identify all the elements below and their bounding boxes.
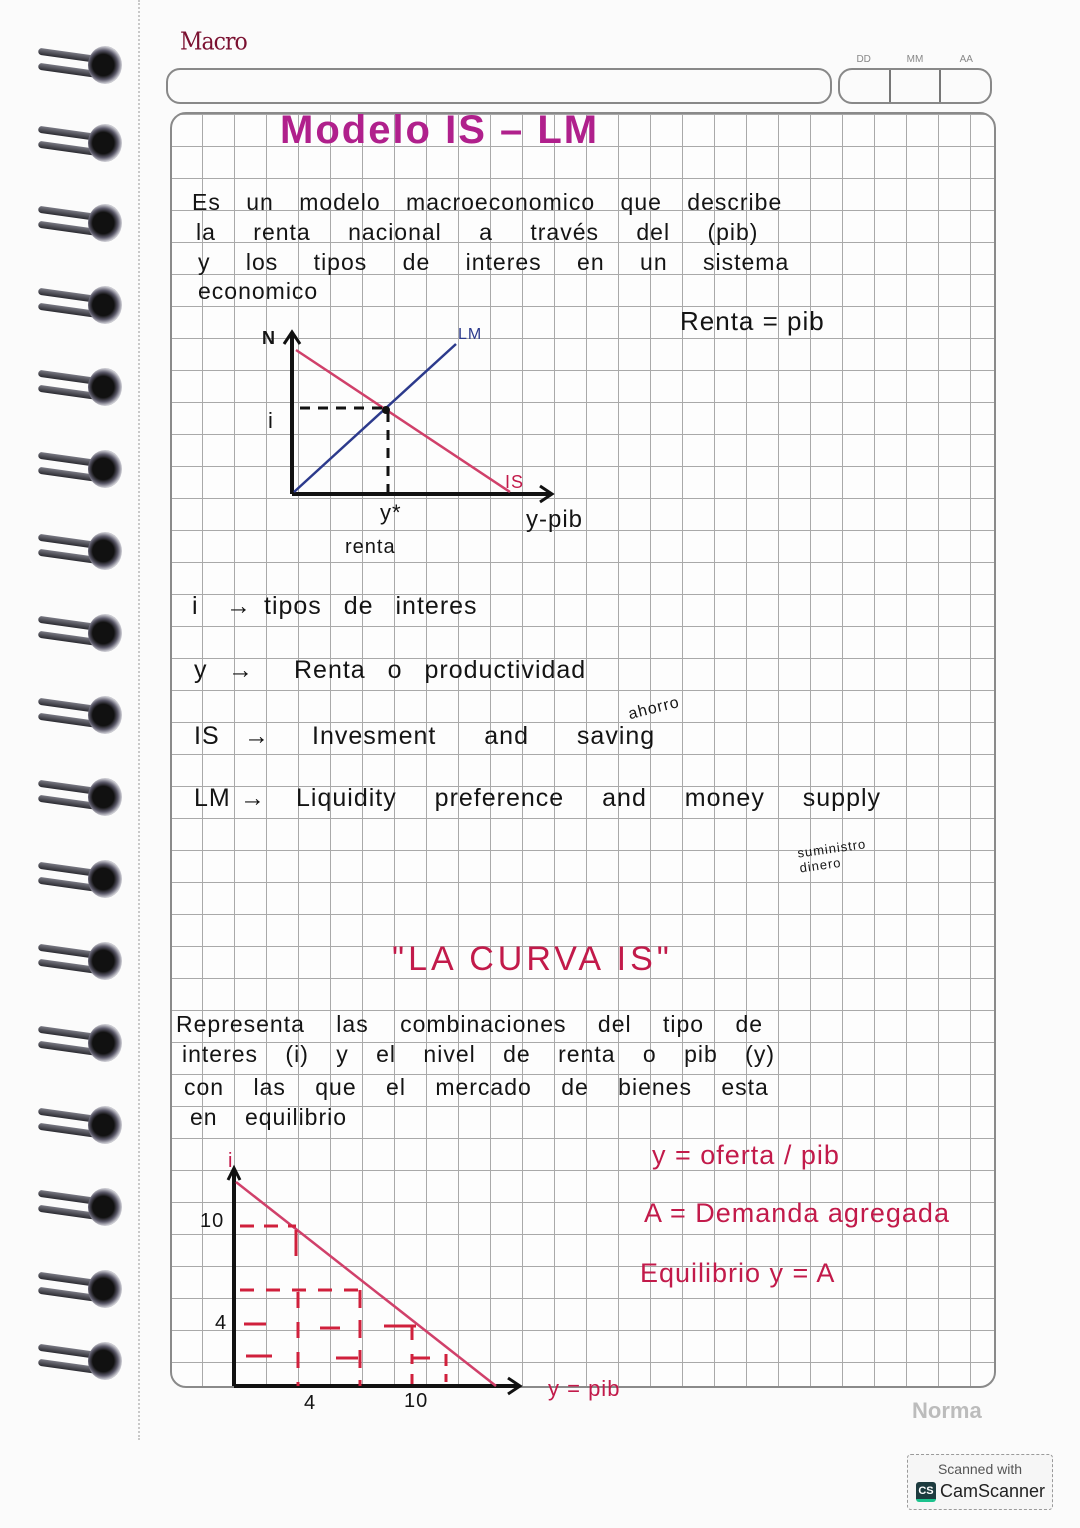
section-title: "LA CURVA IS" [392,940,673,978]
islm-diagram [240,320,620,584]
paragraph-line: economico [198,278,319,304]
date-label-year: AA [959,54,973,65]
date-month-cell [891,70,942,102]
paragraph-line: interes (i) y el nivel de renta o pib (y) [182,1041,775,1067]
spiral-ring [36,444,126,494]
title-field-box [166,68,832,104]
spiral-ring [36,854,126,904]
spiral-binding [36,40,126,1380]
is-label: IS [505,472,525,492]
equilibrium-guides [240,1226,446,1386]
paragraph-line: en equilibrio [190,1104,348,1130]
spiral-ring [36,936,126,986]
definition-text: tipos de interes [264,592,478,620]
paragraph-line: con las que el mercado de bienes esta [184,1074,769,1100]
arrow-icon: → [228,656,254,684]
arrow-icon: → [240,784,266,812]
scanner-brand: CamScanner [940,1481,1046,1501]
definition-text: Liquidity preference and money supply [296,784,882,812]
definition-annotation: suministro dinero [796,836,868,876]
definition-symbol: IS [194,722,220,750]
spiral-ring [36,1100,126,1150]
date-labels [838,54,992,65]
spiral-ring [36,1182,126,1232]
spiral-ring [36,526,126,576]
is-curve [296,350,510,492]
subject-label: Macro [180,28,247,57]
perforation-line [138,0,140,1440]
x-tick-label: 4 [304,1392,317,1414]
is-curve-diagram [200,1160,540,1404]
note-line: A = Demanda agregada [644,1198,950,1228]
paragraph-line: Representa las combinaciones del tipo de [176,1011,764,1037]
x-tick-label: 10 [404,1390,429,1412]
spiral-ring [36,118,126,168]
date-day-cell [840,70,891,102]
paragraph-line: Es un modelo macroeconomico que describe [192,189,783,215]
spiral-ring [36,608,126,658]
note-line: y = oferta / pib [652,1140,840,1170]
camscanner-badge [907,1454,1053,1510]
is-curve [236,1182,496,1386]
scanner-caption: Scanned with [937,1461,1023,1477]
definition-symbol: i [192,592,199,620]
lm-label: LM [458,326,483,343]
renta-label: renta [345,536,396,558]
spiral-ring [36,1264,126,1314]
definition-text: Renta o productividad [294,656,587,684]
definition-annotation: ahorro [626,693,682,724]
spiral-ring [36,40,126,90]
spiral-ring [36,362,126,412]
page-title: Modelo IS – LM [280,108,600,152]
spiral-ring [36,772,126,822]
definition-symbol: y [194,656,208,684]
date-label-month: MM [906,54,924,65]
islm-x-axis-label: y-pib [526,506,584,533]
spiral-ring [36,1018,126,1068]
side-note: Renta = pib [680,306,825,336]
note-line: Equilibrio y = A [640,1258,836,1288]
definition-text: Invesment and saving [312,722,656,750]
spiral-ring [36,1336,126,1386]
definition-symbol: LM [194,784,231,812]
y-star-label: y* [380,500,402,525]
islm-y-axis-label: N [262,328,276,348]
spiral-ring [36,198,126,248]
paragraph-line: y los tipos de interes en un sistema [198,249,790,275]
y-tick-label: 10 [200,1210,225,1232]
is-x-axis-label: y = pib [548,1376,621,1401]
paragraph-line: la renta nacional a través del (pib) [196,219,759,245]
date-label-day: DD [856,54,871,65]
arrow-icon: → [244,722,270,750]
islm-i-label: i [268,408,274,433]
is-y-axis-label: i [228,1150,234,1172]
equilibrium-point [382,406,390,414]
arrow-icon: → [226,592,252,620]
date-year-cell [941,70,990,102]
y-tick-label: 4 [215,1312,228,1334]
spiral-ring [36,280,126,330]
date-field-box [838,68,992,104]
camscanner-logo-icon: CS [916,1482,936,1502]
notebook-brand-logo: Norma [912,1398,982,1423]
spiral-ring [36,690,126,740]
